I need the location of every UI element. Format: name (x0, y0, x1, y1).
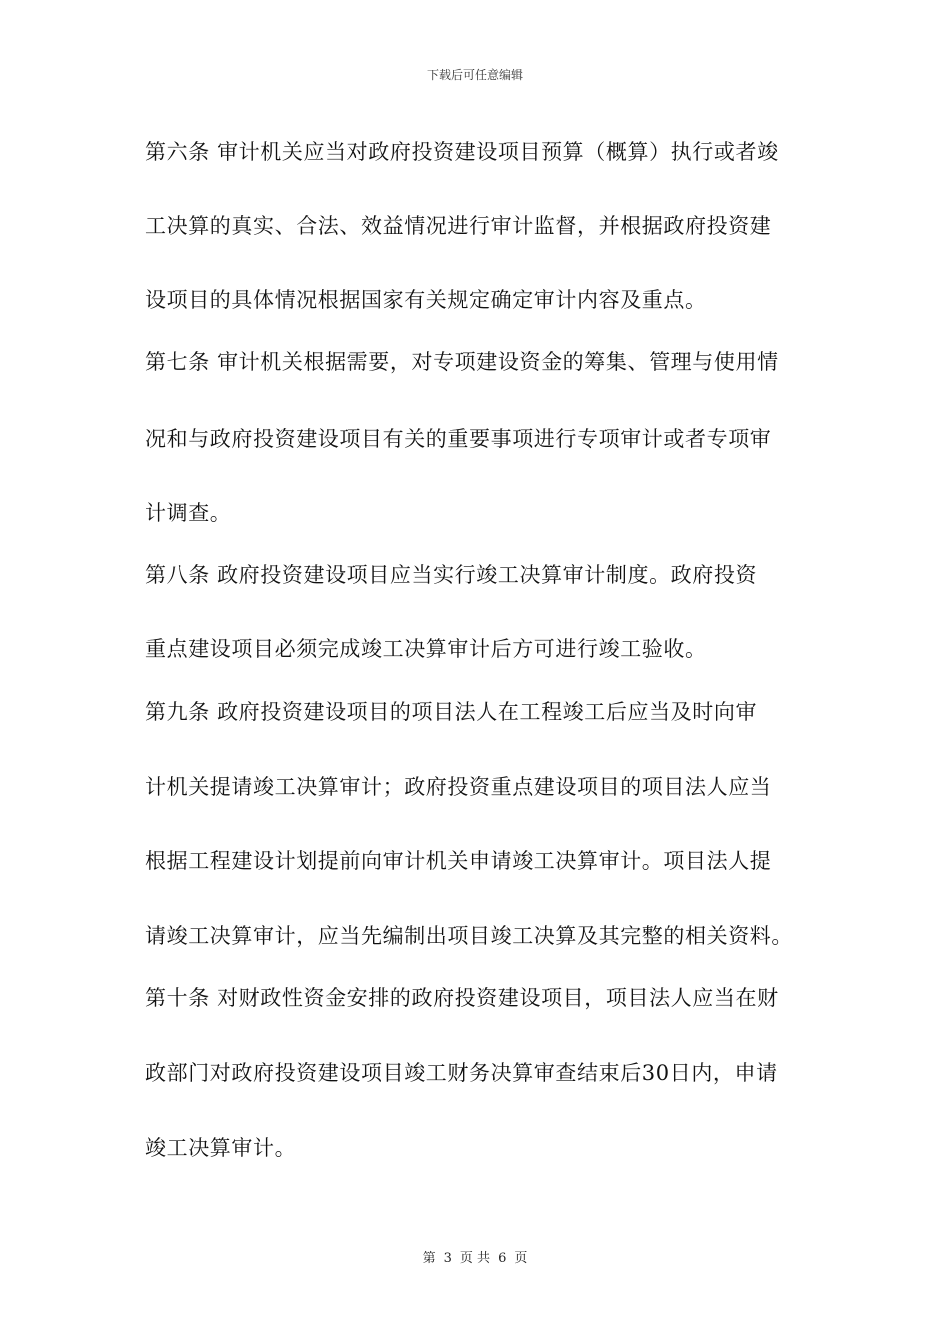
text-line: 计调查。 (145, 501, 232, 525)
footer-prefix: 第 (422, 1251, 436, 1266)
text-line: 第六条 审计机关应当对政府投资建设项目预算（概算）执行或者竣 (145, 140, 779, 164)
text-line: 第七条 审计机关根据需要，对专项建设资金的筹集、管理与使用情 (145, 350, 779, 374)
footer-middle: 页 共 (459, 1251, 491, 1266)
footer-suffix: 页 (514, 1251, 528, 1266)
text-line: 第八条 政府投资建设项目应当实行竣工决算审计制度。政府投资 (145, 563, 758, 587)
text-line: 第九条 政府投资建设项目的项目法人在工程竣工后应当及时向审 (145, 700, 758, 724)
current-page-number: 3 (443, 1251, 452, 1266)
text-line: 竣工决算审计。 (145, 1136, 297, 1160)
page-header: 下载后可任意编辑 (426, 68, 523, 82)
text-line: 重点建设项目必须完成竣工决算审计后方可进行竣工验收。 (145, 637, 707, 661)
page-footer (0, 1247, 950, 1266)
text-line: 工决算的真实、合法、效益情况进行审计监督，并根据政府投资建 (145, 214, 772, 238)
text-line: 况和与政府投资建设项目有关的重要事项进行专项审计或者专项审 (145, 427, 772, 451)
text-line: 根据工程建设计划提前向审计机关申请竣工决算审计。项目法人提 (145, 849, 772, 873)
text-line: 设项目的具体情况根据国家有关规定确定审计内容及重点。 (145, 288, 707, 312)
text-line: 第十条 对财政性资金安排的政府投资建设项目，项目法人应当在财 (145, 986, 779, 1010)
total-pages-number: 6 (498, 1251, 507, 1266)
text-line: 计机关提请竣工决算审计；政府投资重点建设项目的项目法人应当 (145, 775, 772, 799)
text-line: 政部门对政府投资建设项目竣工财务决算审查结束后30日内，申请 (145, 1061, 778, 1085)
text-line: 请竣工决算审计，应当先编制出项目竣工决算及其完整的相关资料。 (145, 924, 793, 948)
